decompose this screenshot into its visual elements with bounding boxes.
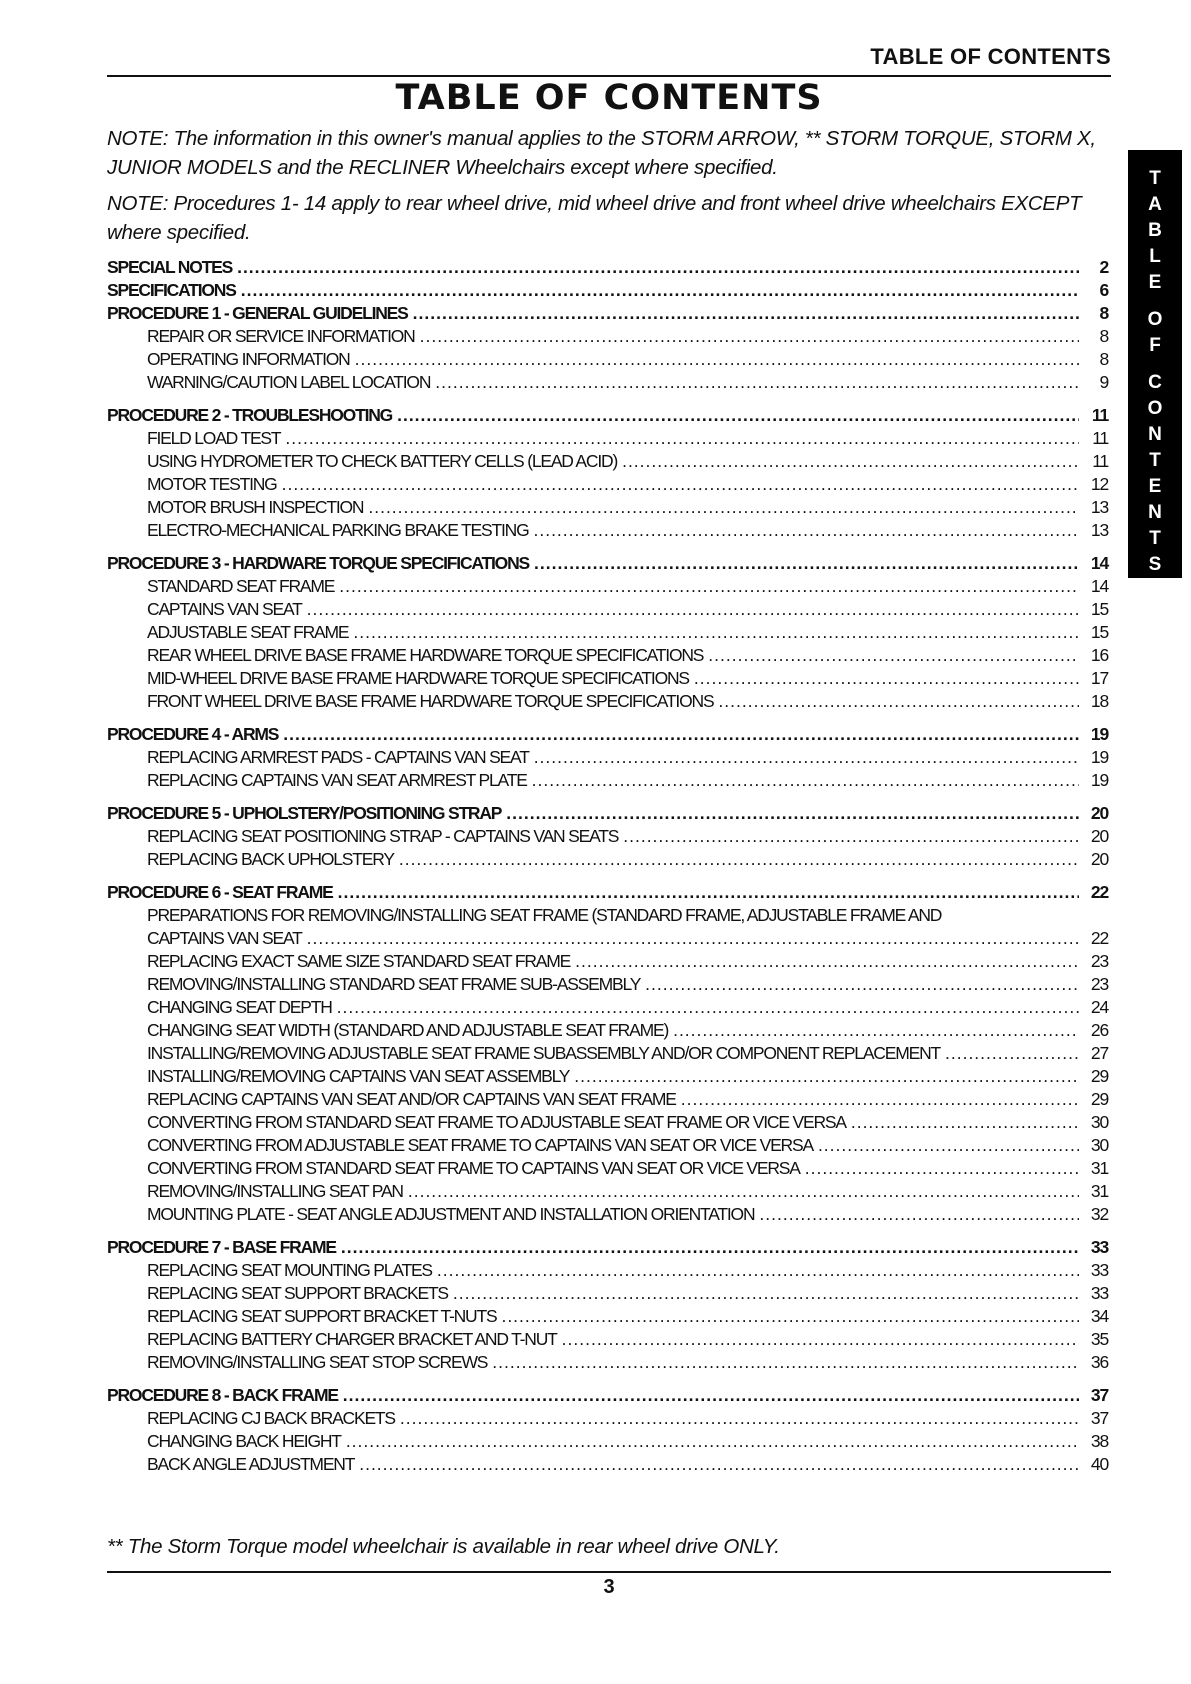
toc-subsection-row[interactable] — [107, 450, 1108, 473]
toc-dot-leader — [645, 973, 1079, 996]
toc-dot-leader — [501, 1305, 1079, 1328]
toc-page-number: 31 — [1090, 1158, 1108, 1178]
toc-page-number: 23 — [1090, 951, 1108, 971]
toc-dot-leader — [339, 575, 1079, 598]
toc-entry-label: REMOVING/INSTALLING STANDARD SEAT FRAME SUB-ASSEMBLY — [147, 974, 641, 994]
toc-entry-label: PROCEDURE 5 - UPHOLSTERY/POSITIONING STRAP — [107, 803, 502, 823]
toc-dot-leader — [283, 723, 1079, 746]
toc-dot-leader — [343, 1384, 1079, 1407]
side-tab-letter: T — [1149, 168, 1161, 189]
toc-section-row[interactable] — [107, 723, 1108, 746]
side-tab-letter: B — [1148, 220, 1162, 241]
toc-subsection-row[interactable] — [107, 1065, 1108, 1088]
toc-dot-leader — [307, 598, 1079, 621]
toc-entry-label: REPLACING CAPTAINS VAN SEAT AND/OR CAPTAINS VAN SEAT FRAME — [147, 1089, 676, 1109]
toc-page-number: 24 — [1090, 997, 1108, 1017]
toc-entry-label: REPLACING CJ BACK BRACKETS — [147, 1408, 395, 1428]
toc-entry-label: MOUNTING PLATE - SEAT ANGLE ADJUSTMENT AND INSTALLATION ORIENTATION — [147, 1204, 755, 1224]
toc-page-number: 8 — [1099, 303, 1108, 323]
toc-entry-label: WARNING/CAUTION LABEL LOCATION — [147, 372, 431, 392]
side-tab-letter: L — [1149, 246, 1161, 267]
side-tab-table-of-contents — [1128, 150, 1182, 578]
toc-subsection-row[interactable] — [107, 769, 1108, 792]
toc-subsection-row[interactable] — [107, 1453, 1108, 1476]
toc-entry-label: REPLACING EXACT SAME SIZE STANDARD SEAT FRAME — [147, 951, 571, 971]
toc-entry-label: BACK ANGLE ADJUSTMENT — [147, 1454, 355, 1474]
toc-entry-label: REMOVING/INSTALLING SEAT STOP SCREWS — [147, 1352, 488, 1372]
toc-dot-leader — [399, 848, 1079, 871]
toc-list — [107, 256, 1108, 1476]
toc-entry-label: PROCEDURE 4 - ARMS — [107, 724, 279, 744]
toc-dot-leader — [532, 769, 1079, 792]
note-procedures: NOTE: Procedures 1- 14 apply to rear wheel drive, mid wheel drive and front wheel drive wheelchairs EXCEPT where specified. — [107, 192, 1082, 244]
toc-dot-leader — [285, 427, 1079, 450]
toc-page-number: 36 — [1090, 1352, 1108, 1372]
toc-subsection-row[interactable] — [107, 427, 1108, 450]
toc-entry-label: REMOVING/INSTALLING SEAT PAN — [147, 1181, 403, 1201]
toc-entry-label: INSTALLING/REMOVING CAPTAINS VAN SEAT ASSEMBLY — [147, 1066, 570, 1086]
toc-section-row[interactable] — [107, 1384, 1108, 1407]
toc-subsection-row[interactable] — [107, 973, 1108, 996]
toc-subsection-row[interactable] — [107, 1157, 1108, 1180]
toc-subsection-row[interactable] — [107, 825, 1108, 848]
toc-subsection-row[interactable] — [107, 667, 1108, 690]
toc-subsection-row[interactable] — [107, 1407, 1108, 1430]
toc-dot-leader — [492, 1351, 1079, 1374]
toc-subsection-row[interactable] — [107, 848, 1108, 871]
toc-subsection-row[interactable] — [107, 519, 1108, 542]
toc-entry-label: MOTOR TESTING — [147, 474, 277, 494]
header-rule — [107, 75, 1111, 77]
toc-page-number: 22 — [1090, 882, 1108, 902]
side-tab-letter: N — [1148, 502, 1162, 523]
toc-page-number: 30 — [1090, 1135, 1108, 1155]
toc-section-row[interactable] — [107, 1236, 1108, 1259]
toc-entry-label: CHANGING SEAT DEPTH — [147, 997, 332, 1017]
side-tab-letter: S — [1148, 554, 1162, 575]
toc-entry-label: FIELD LOAD TEST — [147, 428, 281, 448]
side-tab-letter: O — [1147, 309, 1163, 330]
toc-dot-leader — [622, 450, 1079, 473]
toc-dot-leader — [575, 950, 1079, 973]
toc-entry-label: ADJUSTABLE SEAT FRAME — [147, 622, 349, 642]
toc-entry-label: FRONT WHEEL DRIVE BASE FRAME HARDWARE TORQUE SPECIFICATIONS — [147, 691, 714, 711]
toc-dot-leader — [282, 473, 1079, 496]
toc-subsection-row[interactable] — [107, 1430, 1108, 1453]
toc-entry-label: CHANGING BACK HEIGHT — [147, 1431, 341, 1451]
toc-dot-leader — [241, 279, 1079, 302]
toc-subsection-row[interactable] — [107, 1328, 1108, 1351]
side-tab-letter: T — [1149, 528, 1161, 549]
note-models: NOTE: The information in this owner's manual applies to the STORM ARROW, ** STORM TORQUE, STORM X, JUNIOR MODELS and the RECLINER Wheelchairs except where specified. — [107, 127, 1096, 179]
side-tab-letter: E — [1148, 476, 1162, 497]
toc-page-number: 19 — [1090, 770, 1108, 790]
toc-entry-label: CHANGING SEAT WIDTH (STANDARD AND ADJUSTABLE SEAT FRAME) — [147, 1020, 669, 1040]
side-tab-letter: C — [1148, 372, 1162, 393]
toc-page-number: 15 — [1090, 599, 1108, 619]
toc-subsection-row[interactable] — [107, 621, 1108, 644]
toc-dot-leader — [818, 1134, 1079, 1157]
toc-page-number: 14 — [1090, 553, 1108, 573]
toc-subsection-row[interactable] — [107, 1259, 1108, 1282]
toc-subsection-row[interactable] — [107, 496, 1108, 519]
toc-subsection-row[interactable] — [107, 1305, 1108, 1328]
toc-dot-leader — [420, 325, 1079, 348]
toc-dot-leader — [353, 621, 1079, 644]
toc-section-row[interactable] — [107, 279, 1108, 302]
toc-dot-leader — [574, 1065, 1079, 1088]
toc-entry-label: REPAIR OR SERVICE INFORMATION — [147, 326, 415, 346]
toc-entry-label: REPLACING SEAT POSITIONING STRAP - CAPTAINS VAN SEATS — [147, 826, 619, 846]
toc-dot-leader — [437, 1259, 1079, 1282]
toc-entry-label: CONVERTING FROM STANDARD SEAT FRAME TO ADJUSTABLE SEAT FRAME OR VICE VERSA — [147, 1112, 846, 1132]
toc-subsection-row[interactable] — [107, 348, 1108, 371]
footnote: ** The Storm Torque model wheelchair is available in rear wheel drive ONLY. — [107, 1535, 780, 1558]
toc-page-number: 19 — [1090, 724, 1108, 744]
toc-page-number: 40 — [1090, 1454, 1108, 1474]
toc-entry-label: CONVERTING FROM ADJUSTABLE SEAT FRAME TO CAPTAINS VAN SEAT OR VICE VERSA — [147, 1135, 813, 1155]
toc-page-number: 23 — [1090, 974, 1108, 994]
toc-subsection-row[interactable] — [107, 690, 1108, 713]
toc-dot-leader — [359, 1453, 1079, 1476]
toc-entry-label: SPECIAL NOTES — [107, 257, 233, 277]
toc-page-number: 19 — [1090, 747, 1108, 767]
toc-page-number: 33 — [1090, 1283, 1108, 1303]
toc-dot-leader — [453, 1282, 1079, 1305]
toc-subsection-row[interactable] — [107, 927, 1108, 950]
side-tab-letter: E — [1148, 272, 1162, 293]
toc-subsection-row[interactable] — [107, 904, 1108, 927]
toc-section-row[interactable] — [107, 404, 1108, 427]
toc-subsection-row[interactable] — [107, 575, 1108, 598]
toc-page-number: 31 — [1090, 1181, 1108, 1201]
toc-subsection-row[interactable] — [107, 1180, 1108, 1203]
toc-page-number: 20 — [1090, 803, 1108, 823]
toc-page-number: 17 — [1090, 668, 1108, 688]
side-tab-letter: N — [1148, 424, 1162, 445]
toc-entry-label: OPERATING INFORMATION — [147, 349, 350, 369]
toc-dot-leader — [341, 1236, 1079, 1259]
page-number: 3 — [603, 1576, 615, 1598]
toc-dot-leader — [506, 802, 1079, 825]
toc-page-number: 2 — [1099, 257, 1108, 277]
toc-entry-label: MOTOR BRUSH INSPECTION — [147, 497, 364, 517]
toc-dot-leader — [355, 348, 1079, 371]
toc-subsection-row[interactable] — [107, 371, 1108, 394]
toc-subsection-row[interactable] — [107, 950, 1108, 973]
toc-dot-leader — [400, 1407, 1079, 1430]
toc-dot-leader — [346, 1430, 1079, 1453]
toc-entry-label: CAPTAINS VAN SEAT — [147, 928, 302, 948]
toc-entry-label: SPECIFICATIONS — [107, 280, 236, 300]
toc-page-number: 18 — [1090, 691, 1108, 711]
toc-entry-label: PROCEDURE 7 - BASE FRAME — [107, 1237, 336, 1257]
side-tab-letter: F — [1149, 335, 1161, 356]
toc-dot-leader — [534, 746, 1079, 769]
toc-dot-leader — [307, 927, 1079, 950]
toc-section-row[interactable] — [107, 802, 1108, 825]
toc-entry-label: STANDARD SEAT FRAME — [147, 576, 335, 596]
toc-dot-leader — [562, 1328, 1079, 1351]
toc-entry-label: REPLACING BACK UPHOLSTERY — [147, 849, 394, 869]
toc-subsection-row[interactable] — [107, 598, 1108, 621]
toc-page-number: 16 — [1090, 645, 1108, 665]
toc-dot-leader — [534, 552, 1079, 575]
toc-page-number: 13 — [1090, 520, 1108, 540]
toc-subsection-row[interactable] — [107, 1042, 1108, 1065]
toc-page-number: 27 — [1090, 1043, 1108, 1063]
toc-entry-label: PROCEDURE 3 - HARDWARE TORQUE SPECIFICATIONS — [107, 553, 530, 573]
toc-dot-leader — [718, 690, 1079, 713]
toc-page-number: 26 — [1090, 1020, 1108, 1040]
toc-dot-leader — [408, 1180, 1079, 1203]
toc-dot-leader — [945, 1042, 1079, 1065]
toc-page-number: 29 — [1090, 1066, 1108, 1086]
toc-subsection-row[interactable] — [107, 1351, 1108, 1374]
toc-page-number: 32 — [1090, 1204, 1108, 1224]
toc-entry-label: PROCEDURE 1 - GENERAL GUIDELINES — [107, 303, 408, 323]
toc-dot-leader — [681, 1088, 1079, 1111]
toc-page-number: 35 — [1090, 1329, 1108, 1349]
running-header-title: TABLE OF CONTENTS — [870, 44, 1111, 69]
toc-page-number: 12 — [1090, 474, 1108, 494]
toc-page-number: 22 — [1090, 928, 1108, 948]
toc-section-row[interactable] — [107, 552, 1108, 575]
toc-subsection-row[interactable] — [107, 746, 1108, 769]
toc-dot-leader — [337, 996, 1079, 1019]
toc-entry-label: REPLACING SEAT MOUNTING PLATES — [147, 1260, 432, 1280]
toc-entry-label: MID-WHEEL DRIVE BASE FRAME HARDWARE TORQUE SPECIFICATIONS — [147, 668, 689, 688]
toc-page-number: 6 — [1099, 280, 1108, 300]
toc-dot-leader — [237, 256, 1079, 279]
toc-page-number: 37 — [1090, 1385, 1108, 1405]
toc-entry-label: INSTALLING/REMOVING ADJUSTABLE SEAT FRAME SUBASSEMBLY AND/OR COMPONENT REPLACEMENT — [147, 1043, 940, 1063]
toc-subsection-row[interactable] — [107, 1111, 1108, 1134]
toc-page-number: 38 — [1090, 1431, 1108, 1451]
toc-dot-leader — [623, 825, 1079, 848]
toc-subsection-row[interactable] — [107, 996, 1108, 1019]
toc-subsection-row[interactable] — [107, 473, 1108, 496]
toc-section-row[interactable] — [107, 302, 1108, 325]
toc-page-number: 33 — [1090, 1237, 1108, 1257]
toc-dot-leader — [694, 667, 1079, 690]
toc-dot-leader — [759, 1203, 1079, 1226]
toc-dot-leader — [673, 1019, 1079, 1042]
toc-page-number: 11 — [1092, 451, 1108, 471]
toc-subsection-row[interactable] — [107, 644, 1108, 667]
toc-page-number: 37 — [1090, 1408, 1108, 1428]
toc-page-number: 20 — [1090, 826, 1108, 846]
toc-page-number: 15 — [1090, 622, 1108, 642]
toc-page-number: 9 — [1099, 372, 1108, 392]
toc-entry-label: REPLACING SEAT SUPPORT BRACKETS — [147, 1283, 448, 1303]
toc-page-number: 8 — [1099, 326, 1108, 346]
toc-entry-label: REPLACING SEAT SUPPORT BRACKET T-NUTS — [147, 1306, 497, 1326]
toc-subsection-row[interactable] — [107, 1088, 1108, 1111]
toc-entry-label: REAR WHEEL DRIVE BASE FRAME HARDWARE TORQUE SPECIFICATIONS — [147, 645, 704, 665]
toc-entry-label: CONVERTING FROM STANDARD SEAT FRAME TO CAPTAINS VAN SEAT OR VICE VERSA — [147, 1158, 800, 1178]
toc-entry-label: USING HYDROMETER TO CHECK BATTERY CELLS (LEAD ACID) — [147, 451, 618, 471]
toc-page-number: 11 — [1092, 428, 1108, 448]
toc-page-number: 14 — [1090, 576, 1108, 596]
page-title: TABLE OF CONTENTS — [395, 78, 823, 118]
toc-page-number: 30 — [1090, 1112, 1108, 1132]
toc-subsection-row[interactable] — [107, 1019, 1108, 1042]
toc-dot-leader — [397, 404, 1079, 427]
toc-dot-leader — [338, 881, 1079, 904]
toc-entry-label: PROCEDURE 6 - SEAT FRAME — [107, 882, 333, 902]
toc-dot-leader — [435, 371, 1079, 394]
toc-entry-label: REPLACING CAPTAINS VAN SEAT ARMREST PLATE — [147, 770, 527, 790]
side-tab-letter: O — [1147, 398, 1163, 419]
toc-entry-label: CAPTAINS VAN SEAT — [147, 599, 302, 619]
toc-entry-label: PROCEDURE 2 - TROUBLESHOOTING — [107, 405, 393, 425]
toc-page-number: 34 — [1090, 1306, 1108, 1326]
toc-dot-leader — [708, 644, 1079, 667]
toc-entry-label: PROCEDURE 8 - BACK FRAME — [107, 1385, 338, 1405]
toc-dot-leader — [368, 496, 1079, 519]
toc-section-row[interactable] — [107, 256, 1108, 279]
toc-dot-leader — [533, 519, 1079, 542]
toc-entry-label: PREPARATIONS FOR REMOVING/INSTALLING SEAT FRAME (STANDARD FRAME, ADJUSTABLE FRAME AND — [147, 905, 942, 925]
toc-page-number: 11 — [1091, 405, 1108, 425]
toc-page-number: 8 — [1099, 349, 1108, 369]
toc-page-number: 29 — [1090, 1089, 1108, 1109]
toc-entry-label: ELECTRO-MECHANICAL PARKING BRAKE TESTING — [147, 520, 529, 540]
footer-rule — [107, 1571, 1111, 1573]
toc-page-number: 20 — [1090, 849, 1108, 869]
toc-dot-leader — [805, 1157, 1079, 1180]
toc-subsection-row[interactable] — [107, 1282, 1108, 1305]
side-tab-letter: A — [1148, 194, 1162, 215]
toc-page-number: 33 — [1090, 1260, 1108, 1280]
toc-subsection-row[interactable] — [107, 325, 1108, 348]
side-tab-letter: T — [1149, 450, 1161, 471]
toc-dot-leader — [851, 1111, 1079, 1134]
toc-subsection-row[interactable] — [107, 1134, 1108, 1157]
toc-dot-leader — [413, 302, 1079, 325]
toc-page-number: 13 — [1090, 497, 1108, 517]
toc-subsection-row[interactable] — [107, 1203, 1108, 1226]
toc-entry-label: REPLACING BATTERY CHARGER BRACKET AND T-NUT — [147, 1329, 557, 1349]
toc-section-row[interactable] — [107, 881, 1108, 904]
toc-entry-label: REPLACING ARMREST PADS - CAPTAINS VAN SEAT — [147, 747, 529, 767]
